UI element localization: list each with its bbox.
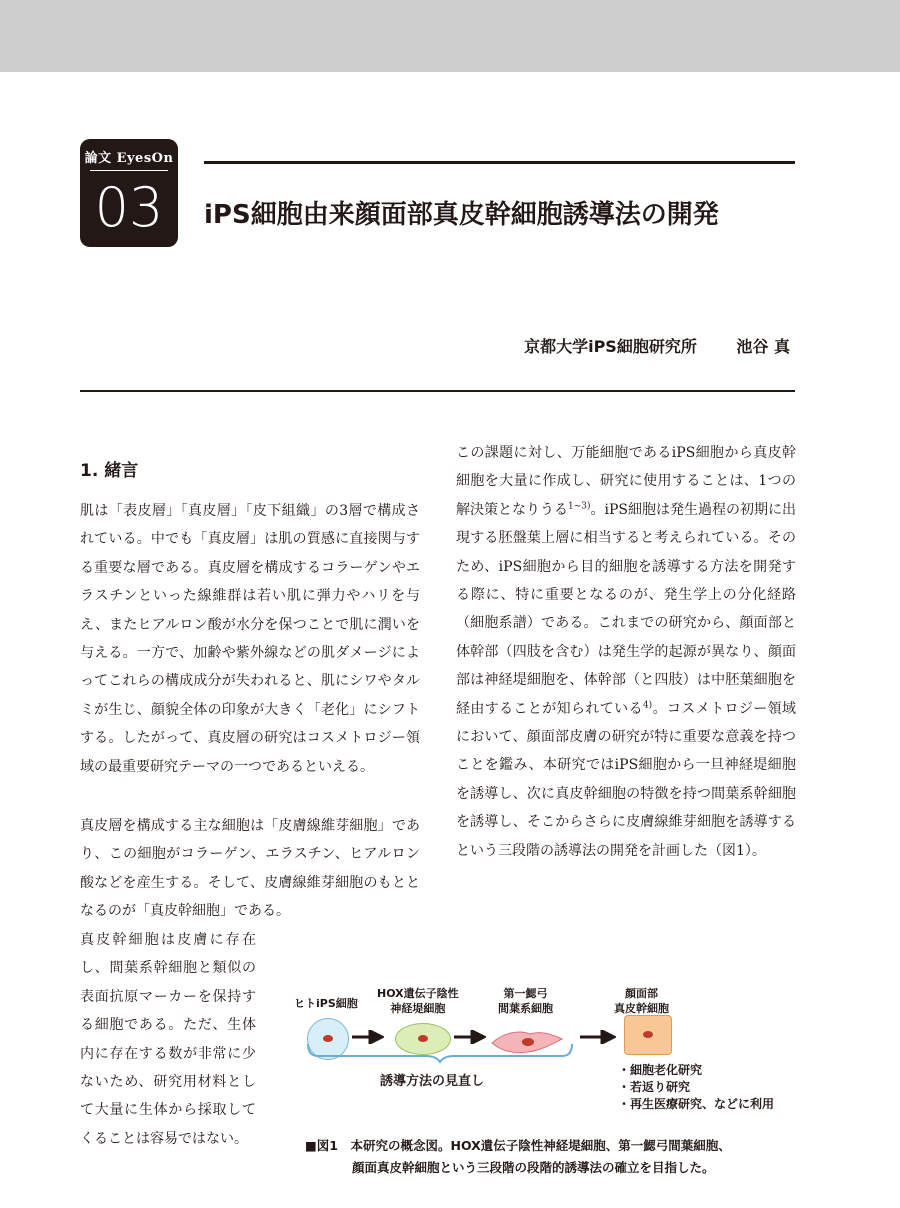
- use-item: ・若返り研究: [618, 1080, 691, 1094]
- label-neural-crest: [377, 986, 459, 1016]
- body-paragraph-1: 肌は「表皮層」「真皮層」「皮下組織」の3層で構成されている。中でも「真皮層」は肌の質感に直接関与する重要な層である。真皮層を構成するコラーゲンやエラスチンといった線維群は若い肌に弾力やハリを与え、またヒアルロン酸が水分を保つことで肌に潤いを与える。一方で、加齢や紫外線などの肌ダメージによってこれらの構成成分が失われると、肌にシワやタルミが生じ、顔貌全体の印象が大きく「老化」にシフトする。したがって、真皮層の研究はコスメトロジー領域の最重要研究テーマの一つであるといえる。: [80, 503, 420, 775]
- figure-caption-line2: 顔面真皮幹細胞という三段階の段階的誘導法の確立を目指した。: [352, 1160, 715, 1175]
- author-name: 池谷 真: [736, 337, 790, 356]
- label-mesenchymal-line1: 第一鰓弓: [503, 987, 548, 1000]
- badge-label: 論文 EyesOn: [84, 151, 174, 166]
- dermal-stem-cell-icon: [624, 1015, 672, 1055]
- figure-caption-line1: ■図1 本研究の概念図。HOX遺伝子陰性神経堤細胞、第一鰓弓間葉細胞、: [305, 1138, 731, 1153]
- top-gray-band: [0, 0, 900, 72]
- body-paragraph-2: 真皮層を構成する主な細胞は「皮膚線維芽細胞」であり、この細胞がコラーゲン、エラスチン、ヒアルロン酸などを産生する。そして、皮膚線維芽細胞のもととなるのが「真皮幹細胞」である。: [80, 818, 420, 920]
- body-paragraph-3: 真皮幹細胞は皮膚に存在し、間葉系幹細胞と類似の表面抗原マーカーを保持する細胞である。ただ、生体内に存在する数が非常に少ないため、研究用材料として大量に生体から採取してくることは容易ではない。: [80, 932, 256, 1147]
- label-dermal-stem-line1: 顔面部: [625, 987, 658, 1000]
- article-title: iPS細胞由来顔面部真皮幹細胞誘導法の開発: [204, 200, 719, 230]
- body-paragraph-4: [456, 439, 796, 865]
- label-neural-crest-line2: 神経堤細胞: [390, 1002, 446, 1015]
- arrow-icon: [580, 1030, 616, 1044]
- figure-caption: [305, 1135, 825, 1179]
- bracket-icon: [306, 1042, 574, 1064]
- use-item: ・細胞老化研究: [618, 1063, 703, 1077]
- label-mesenchymal-line2: 間葉系細胞: [498, 1002, 553, 1015]
- author-line: [524, 334, 790, 357]
- label-neural-crest-line1: HOX遺伝子陰性: [377, 987, 459, 1000]
- title-rule: [204, 161, 795, 164]
- label-dermal-stem: [614, 986, 669, 1016]
- section-heading: 1. 緒言: [80, 461, 139, 481]
- paragraph-4-text-b: 。iPS細胞は発生過程の初期に出現する胚盤葉上層に相当すると考えられている。そのため、iPS細胞から目的細胞を誘導する方法を開発する際に、特に重要となるのが、発生学上の分化経路（細胞系譜）である。これまでの研究から、顔面部と体幹部（四肢を含む）は発生学的起源が異なり、顔面部は神経堤細胞を、体幹部（と四肢）は中胚葉細胞を経由することが知られている: [456, 501, 797, 717]
- label-dermal-stem-line2: 真皮幹細胞: [614, 1002, 669, 1015]
- author-affiliation: 京都大学iPS細胞研究所: [524, 337, 697, 356]
- series-badge: [80, 139, 178, 247]
- label-mesenchymal: [498, 986, 553, 1016]
- label-ips-cell: ヒトiPS細胞: [294, 997, 358, 1010]
- uses-list: [618, 1062, 774, 1113]
- reference-1-3: 1~3): [568, 501, 591, 512]
- header-rule: [80, 390, 795, 392]
- paragraph-4-text-c: 。コスメトロジー領域において、顔面部皮膚の研究が特に重要な意義を持つことを鑑み、本研究ではiPS細胞から一旦神経堤細胞を誘導し、次に真皮幹細胞の特徴を持つ間葉系幹細胞を誘導し、そこからさらに皮膚線維芽細胞を誘導するという三段階の誘導法の開発を計画した（図1）。: [456, 700, 797, 859]
- badge-number: 03: [94, 176, 164, 239]
- reference-4: 4): [642, 700, 653, 710]
- bracket-caption: 誘導方法の見直し: [380, 1074, 485, 1089]
- use-item: ・再生医療研究、などに利用: [618, 1097, 775, 1111]
- badge-divider: [90, 170, 168, 171]
- paragraph-4-text-a: この課題に対し、万能細胞であるiPS細胞から真皮幹細胞を大量に作成し、研究に使用することは、1つの解決策となりうる: [456, 445, 796, 518]
